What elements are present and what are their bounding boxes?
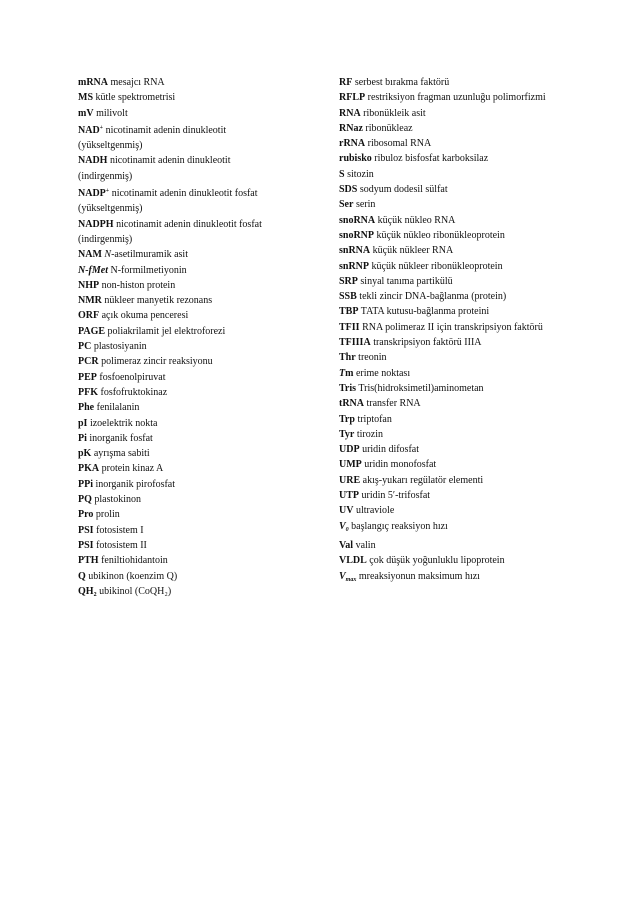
abbreviation-superscript: +	[99, 124, 104, 131]
abbreviation-entry	[78, 354, 328, 369]
abbreviation-term-text: NADP	[78, 188, 106, 200]
abbreviation-term-text: SSB	[339, 291, 357, 303]
abbreviation-term-text: Pi	[78, 432, 87, 444]
abbreviation-term-text: PEP	[78, 371, 97, 383]
abbreviation-term	[339, 475, 360, 486]
abbreviation-definition: küçük nükleer ribonükleoprotein	[371, 260, 503, 272]
abbreviation-term-text: UTP	[339, 490, 359, 502]
abbreviation-term-text: V	[339, 520, 346, 532]
abbreviation-entry	[78, 169, 328, 184]
abbreviation-term-text: PSI	[78, 524, 94, 536]
abbreviation-definition: TATA kutusu-bağlanma proteini	[360, 306, 490, 318]
abbreviation-entry	[339, 553, 629, 568]
abbreviation-entry	[78, 121, 328, 138]
abbreviation-entry	[78, 263, 328, 278]
abbreviation-definition: Tris(hidroksimetil)aminometan	[358, 382, 484, 394]
abbreviation-term-text: NADH	[78, 155, 108, 167]
abbreviation-definition: akış-yukarı regülatör elementi	[362, 474, 484, 486]
abbreviation-term	[78, 125, 103, 136]
abbreviation-term-text: rubisko	[339, 153, 372, 165]
abbreviation-entry	[339, 182, 629, 197]
abbreviation-entry	[339, 412, 629, 427]
abbreviation-entry	[78, 75, 328, 90]
abbreviation-term-text: snRNP	[339, 260, 370, 272]
abbreviation-term	[78, 295, 102, 306]
abbreviation-definition: uridin difosfat	[362, 444, 419, 456]
abbreviation-term-text: NAM	[78, 249, 102, 261]
abbreviation-term	[339, 322, 360, 333]
abbreviation-entry	[339, 538, 629, 553]
abbreviation-term-text: tRNA	[339, 398, 364, 410]
abbreviation-term-text: SDS	[339, 184, 358, 196]
abbreviation-term-text: NMR	[78, 295, 102, 307]
abbreviation-entry	[339, 366, 629, 381]
abbreviation-definition: serin	[355, 199, 376, 211]
abbreviation-term	[339, 398, 364, 409]
abbreviation-entry	[78, 538, 328, 553]
abbreviation-term-text: snRNA	[339, 245, 371, 257]
abbreviation-term-text: mRNA	[78, 77, 108, 88]
abbreviation-definition: mesajcı RNA	[110, 77, 165, 88]
abbreviation-term-text: TFII	[339, 321, 360, 333]
abbreviation-entry	[78, 400, 328, 415]
abbreviation-term	[339, 521, 349, 532]
abbreviation-entry	[339, 503, 629, 518]
abbreviation-term	[339, 352, 356, 363]
abbreviation-term	[78, 108, 94, 119]
abbreviation-entry	[78, 477, 328, 492]
abbreviation-definition: küçük nükleer RNA	[372, 245, 454, 257]
abbreviation-term-text: UV	[339, 505, 354, 517]
abbreviation-definition: fosfoenolpiruvat	[99, 371, 166, 383]
abbreviation-definition: milivolt	[96, 107, 128, 119]
abbreviation-definition: ubikinon (koenzim Q)	[88, 570, 178, 582]
abbreviation-definition: ribonükleaz	[365, 122, 413, 134]
abbreviation-entry	[78, 278, 328, 293]
abbreviation-term	[78, 77, 108, 88]
abbreviation-term	[339, 555, 367, 566]
abbreviation-term	[339, 184, 357, 195]
abbreviation-definition: (yükseltgenmiş)	[78, 203, 143, 215]
abbreviation-entry	[339, 457, 629, 472]
abbreviation-term-text: Phe	[78, 402, 95, 414]
abbreviation-definition: RNA polimeraz II için transkripsiyon faktörü	[362, 321, 543, 333]
abbreviation-definition: plastosiyanin	[93, 341, 147, 353]
abbreviation-definition: uridin monofosfat	[364, 459, 437, 471]
abbreviation-term-text: RNaz	[339, 122, 363, 134]
abbreviation-term	[78, 219, 114, 230]
abbreviation-definition: transkripsiyon faktörü IIIA	[373, 337, 482, 349]
abbreviation-definition: nükleer manyetik rezonans	[104, 295, 213, 307]
abbreviation-definition: polimeraz zincir reaksiyonu	[101, 356, 213, 368]
abbreviation-entry	[339, 75, 629, 90]
abbreviation-subscript: 2	[93, 591, 97, 598]
abbreviation-entry	[339, 320, 629, 335]
abbreviation-definition: başlangıç reaksiyon hızı	[351, 520, 448, 532]
abbreviation-term	[78, 356, 99, 367]
abbreviation-entry	[78, 370, 328, 385]
abbreviation-term	[339, 291, 357, 302]
abbreviation-entry	[339, 519, 629, 538]
abbreviation-term	[339, 459, 362, 470]
abbreviation-entry	[339, 569, 629, 588]
abbreviation-term-text: ORF	[78, 310, 100, 322]
abbreviation-term-text: UDP	[339, 444, 360, 456]
abbreviation-term-text: N-fMet	[78, 264, 108, 276]
abbreviation-term	[78, 326, 105, 337]
abbreviation-entry	[78, 446, 328, 461]
abbreviation-definition: non-histon protein	[101, 279, 176, 291]
abbreviation-definition: ribuloz bisfosfat karboksilaz	[374, 153, 489, 165]
abbreviation-term-text: VLDL	[339, 555, 367, 567]
abbreviation-term-text: NHP	[78, 279, 100, 291]
abbreviation-definition: (indirgenmiş)	[78, 170, 133, 182]
abbreviation-definition: feniltiohidantoin	[101, 555, 168, 567]
abbreviation-term-text: NAD	[78, 124, 100, 136]
abbreviation-term	[339, 245, 370, 256]
abbreviation-term	[339, 490, 359, 501]
abbreviation-entry	[78, 507, 328, 522]
abbreviation-entry	[339, 259, 629, 274]
abbreviation-term-text: S	[339, 168, 345, 180]
abbreviation-term-text: URE	[339, 474, 361, 486]
abbreviation-definition: valin	[355, 539, 376, 551]
abbreviation-entry	[78, 247, 328, 262]
abbreviation-term	[339, 540, 353, 551]
abbreviation-term	[339, 429, 354, 440]
abbreviation-entry	[339, 243, 629, 258]
abbreviation-definition: (indirgenmiş)	[78, 233, 133, 245]
abbreviation-definition: tirozin	[356, 428, 383, 440]
abbreviation-entry	[78, 492, 328, 507]
abbreviation-term-text: rRNA	[339, 138, 366, 150]
abbreviation-definition: triptofan	[357, 413, 392, 425]
abbreviation-entry	[78, 569, 328, 584]
abbreviation-entry	[78, 431, 328, 446]
abbreviation-definition: ultraviole	[355, 505, 395, 517]
abbreviation-term-text: Tris	[339, 382, 357, 394]
abbreviation-term-text: RNA	[339, 107, 361, 119]
abbreviation-definition: nicotinamit adenin dinukleotit fosfat	[111, 188, 258, 200]
abbreviation-definition: -asetilmuramik asit	[111, 249, 188, 261]
abbreviation-entry	[339, 473, 629, 488]
abbreviation-subscript: max	[345, 576, 357, 583]
abbreviation-entry	[78, 523, 328, 538]
abbreviation-definition: prolin	[95, 509, 120, 521]
abbreviation-definition: plastokinon	[94, 494, 142, 506]
abbreviation-definition: ubikinol (CoQH₂)	[99, 585, 172, 597]
abbreviation-definition: küçük nükleo RNA	[377, 214, 456, 226]
abbreviation-term	[78, 555, 99, 566]
abbreviation-definition: tekli zincir DNA-bağlanma (protein)	[359, 291, 507, 303]
abbreviation-term	[339, 169, 345, 180]
abbreviation-entry	[78, 232, 328, 247]
abbreviation-term	[78, 155, 107, 166]
abbreviation-term-text: V	[339, 570, 346, 582]
abbreviation-entry	[78, 553, 328, 568]
abbreviation-subscript: 0	[345, 526, 349, 533]
abbreviation-entry	[339, 289, 629, 304]
abbreviation-entry	[78, 106, 328, 121]
abbreviation-term-text: pK	[78, 448, 92, 460]
abbreviation-term	[339, 261, 369, 272]
abbreviation-term-text: mV	[78, 107, 94, 119]
abbreviation-term	[339, 571, 356, 582]
abbreviation-term	[78, 479, 93, 490]
abbreviation-definition: fotosistem II	[96, 539, 147, 551]
abbreviation-term	[339, 306, 358, 317]
abbreviation-definition: sinyal tanıma partikülü	[360, 275, 453, 287]
abbreviation-entry	[78, 90, 328, 105]
abbreviation-entry	[339, 136, 629, 151]
abbreviation-entry	[339, 274, 629, 289]
abbreviation-definition: ribonükleik asit	[363, 107, 426, 119]
abbreviation-definition: (yükseltgenmiş)	[78, 140, 143, 152]
abbreviation-entry	[78, 201, 328, 216]
abbreviation-term	[339, 414, 355, 425]
abbreviation-term-text: NADPH	[78, 218, 114, 230]
abbreviation-term	[78, 280, 99, 291]
abbreviation-definition: mreaksiyonun maksimum hızı	[358, 570, 480, 582]
abbreviation-definition: sodyum dodesil sülfat	[359, 184, 448, 196]
abbreviation-definition: uridin 5′-trifosfat	[361, 490, 431, 502]
abbreviation-term-text: pI	[78, 417, 88, 429]
abbreviation-entry	[339, 213, 629, 228]
abbreviation-term	[339, 383, 356, 394]
abbreviation-definition: serbest bırakma faktörü	[354, 77, 450, 88]
abbreviation-term	[78, 265, 108, 276]
abbreviation-definition: protein kinaz A	[101, 463, 164, 475]
abbreviation-definition: fotosistem I	[96, 524, 144, 536]
abbreviation-term	[78, 402, 94, 413]
abbreviation-term-text: Pro	[78, 509, 94, 521]
abbreviation-term	[339, 199, 353, 210]
abbreviation-definition: restriksiyon fragman uzunluğu polimorfizmi	[367, 92, 546, 104]
abbreviation-entry	[78, 324, 328, 339]
abbreviation-term-text: snoRNP	[339, 229, 375, 241]
abbreviation-term-text: TBP	[339, 306, 359, 318]
definition-italic-prefix: N	[104, 249, 112, 261]
abbreviation-term-text: PC	[78, 341, 92, 353]
abbreviation-term	[78, 310, 99, 321]
abbreviation-entry	[339, 106, 629, 121]
abbreviation-term-text: PSI	[78, 539, 94, 551]
abbreviation-term	[339, 505, 353, 516]
abbreviation-entry	[78, 385, 328, 400]
abbreviation-term-text: Q	[78, 570, 86, 582]
abbreviation-term	[339, 138, 365, 149]
abbreviation-entry	[339, 151, 629, 166]
abbreviation-term	[339, 368, 353, 379]
abbreviation-term	[339, 337, 371, 348]
abbreviation-entry	[339, 121, 629, 136]
abbreviation-term	[339, 77, 352, 88]
abbreviation-term-text: QH	[78, 585, 94, 597]
abbreviation-definition: izoelektrik nokta	[89, 417, 158, 429]
abbreviation-definition: ayrışma sabiti	[93, 448, 150, 460]
abbreviation-entry	[78, 153, 328, 168]
abbreviation-term-text: UMP	[339, 459, 362, 471]
abbreviation-term-text: PCR	[78, 356, 99, 368]
abbreviation-term-text: MS	[78, 92, 93, 104]
abbreviation-term-text: RFLP	[339, 92, 366, 104]
abbreviation-term	[78, 463, 99, 474]
abbreviation-entry	[339, 304, 629, 319]
abbreviation-entry	[339, 381, 629, 396]
abbreviation-entry	[339, 396, 629, 411]
abbreviation-definition: transfer RNA	[366, 398, 421, 410]
abbreviation-term	[339, 230, 374, 241]
abbreviation-definition: küçük nükleo ribonükleoprotein	[376, 229, 505, 241]
abbreviation-term	[78, 433, 87, 444]
abbreviation-entry	[339, 167, 629, 182]
abbreviation-term-text: snoRNA	[339, 214, 376, 226]
abbreviation-entry	[339, 350, 629, 365]
abbreviation-list-right	[339, 75, 629, 588]
abbreviation-term	[339, 108, 361, 119]
abbreviation-term-tail: m	[345, 367, 354, 379]
abbreviation-definition: sitozin	[347, 168, 374, 180]
abbreviation-entry	[339, 90, 629, 105]
abbreviation-term	[78, 92, 93, 103]
abbreviation-definition: fenilalanin	[96, 402, 140, 414]
abbreviation-term	[339, 444, 360, 455]
abbreviation-term-text: Val	[339, 539, 354, 551]
abbreviation-entry	[78, 293, 328, 308]
abbreviation-term	[78, 188, 109, 199]
abbreviation-entry	[78, 339, 328, 354]
abbreviation-entry	[78, 461, 328, 476]
abbreviation-entry	[339, 335, 629, 350]
abbreviation-term-text: PKA	[78, 463, 100, 475]
abbreviation-definition: inorganik fosfat	[89, 432, 153, 444]
abbreviation-entry	[339, 442, 629, 457]
abbreviation-definition: nicotinamit adenin dinukleotit fosfat	[116, 218, 262, 230]
abbreviation-term-text: TFIIIA	[339, 337, 371, 349]
abbreviation-entry	[78, 217, 328, 232]
abbreviation-term	[78, 571, 86, 582]
abbreviation-term	[78, 387, 98, 398]
abbreviation-term-text: PQ	[78, 494, 92, 506]
abbreviation-term	[339, 215, 375, 226]
abbreviation-entry	[339, 488, 629, 503]
abbreviation-entry	[78, 584, 328, 603]
abbreviation-term-text: Thr	[339, 352, 356, 364]
abbreviation-term	[78, 540, 94, 551]
abbreviation-term	[78, 418, 87, 429]
abbreviation-term	[339, 153, 372, 164]
abbreviation-term	[339, 276, 358, 287]
abbreviation-term-text: Ser	[339, 199, 354, 211]
abbreviation-definition: ribosomal RNA	[367, 138, 432, 150]
abbreviation-term	[78, 249, 102, 260]
abbreviation-definition: poliakrilamit jel elektroforezi	[107, 325, 226, 337]
abbreviation-definition: çok düşük yoğunluklu lipoprotein	[369, 555, 505, 567]
abbreviation-definition: açık okuma penceresi	[101, 310, 189, 322]
abbreviation-definition: inorganik pirofosfat	[95, 478, 176, 490]
abbreviation-term	[78, 448, 91, 459]
abbreviation-term-text: T	[339, 367, 346, 379]
abbreviation-definition: N-formilmetiyonin	[110, 264, 187, 276]
abbreviation-definition: nicotinamit adenin dinukleotit	[109, 155, 231, 167]
abbreviation-term-text: Tyr	[339, 428, 355, 440]
abbreviation-term-text: PPi	[78, 478, 93, 490]
abbreviation-term	[78, 525, 94, 536]
abbreviation-entry	[339, 427, 629, 442]
abbreviation-definition: kütle spektrometrisi	[95, 92, 176, 104]
abbreviation-term	[78, 494, 92, 505]
abbreviation-term-text: PFK	[78, 386, 98, 398]
abbreviation-term	[78, 586, 97, 597]
abbreviation-entry	[339, 228, 629, 243]
abbreviation-definition: nicotinamit adenin dinukleotit	[105, 124, 227, 136]
abbreviation-term-text: PTH	[78, 555, 99, 567]
abbreviation-term-text: SRP	[339, 275, 358, 287]
abbreviation-term	[339, 123, 363, 134]
abbreviation-entry	[78, 138, 328, 153]
abbreviation-entry	[78, 184, 328, 201]
abbreviation-definition: fosfofruktokinaz	[100, 386, 168, 398]
abbreviation-term	[78, 341, 91, 352]
abbreviation-term-text: RF	[339, 77, 353, 88]
abbreviation-entry	[339, 197, 629, 212]
abbreviation-term	[339, 92, 365, 103]
abbreviation-term	[78, 372, 97, 383]
abbreviation-definition: erime noktası	[355, 367, 411, 379]
abbreviation-term-text: PAGE	[78, 325, 106, 337]
abbreviation-definition: treonin	[358, 352, 387, 364]
abbreviation-term-text: Trp	[339, 413, 355, 425]
abbreviation-entry	[78, 416, 328, 431]
abbreviation-term	[78, 509, 93, 520]
abbreviation-list-left	[78, 75, 328, 603]
abbreviation-superscript: +	[105, 188, 110, 195]
abbreviation-entry	[78, 308, 328, 323]
